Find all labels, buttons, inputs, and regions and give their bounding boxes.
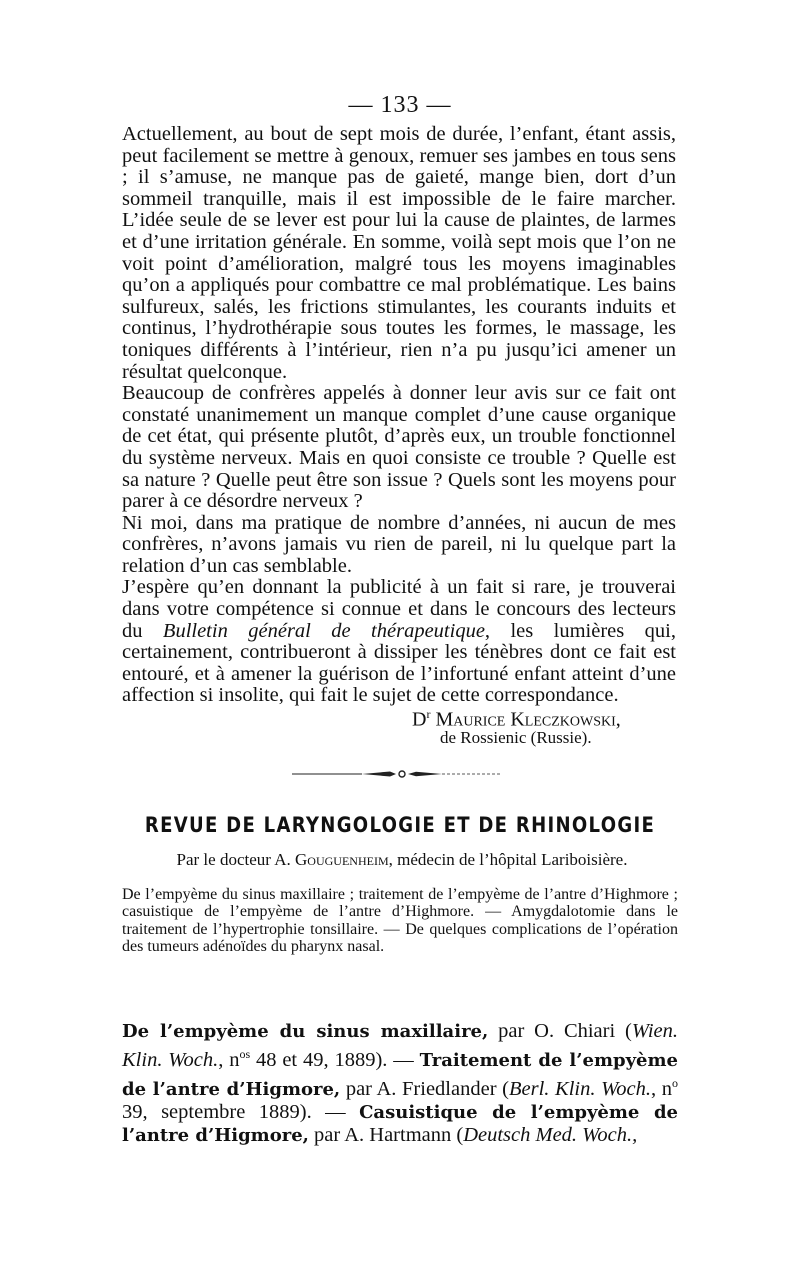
signature-place: de Rossienic (Russie).: [440, 728, 592, 747]
biblio-num-2-sup: o: [672, 1075, 679, 1090]
journal-title: Bulletin général de thérapeutique: [162, 619, 485, 642]
paragraph-4-start: J’espère qu’en donnant la publicité à un fait si rare, je trouverai dans votre compétence si connue et dans le concours des lecteurs du: [122, 576, 676, 642]
paragraph-3: Ni moi, dans ma pratique de nombre d’années, ni aucun de mes confrères, n’avons jamais vu rien de pareil, ni lu quelque part la relation d’un cas semblable.: [122, 511, 676, 577]
biblio-title-2: Traitement de l’empyème de l’antre d’Higmore,: [122, 1049, 679, 1100]
biblio-author-3: par A. Hartmann (: [308, 1123, 464, 1146]
biblio-author-1: par O. Chiari (: [488, 1020, 632, 1042]
signature-title-sup: r: [426, 707, 431, 721]
page-number: — 133 —: [348, 92, 452, 118]
letter-body: [122, 124, 676, 707]
bibliography-paragraph: [122, 1020, 678, 1147]
paragraph-4: [122, 577, 676, 707]
paragraph-2: Beaucoup de confrères appelés à donner leur avis sur ce fait ont constaté unanimement un manque complet d’une cause organique de cet état, qui présente plutôt, d’après eux, un trouble fonctionnel du système nerveux. Mais en quoi consiste ce trouble ? Quelle est sa nature ? Quelle peut être son issue ? Quels sont les moyens pour parer à ce désordre nerveux ?: [122, 382, 676, 513]
signature-title: D: [412, 708, 427, 731]
biblio-date-2: 39, septembre 1889). —: [122, 1100, 360, 1123]
biblio-title-3: Casuistique de l’empyème de l’antre d’Higmore,: [122, 1101, 678, 1146]
section-summary: De l’empyème du sinus maxillaire ; traitement de l’empyème de l’antre d’Highmore ; casuistique de l’empyème de l’antre d’Highmore. — Amygdalotomie dans le traitement de l’hypertrophie tonsillaire. — De quelques complications de l’opération des tumeurs adénoïdes du pharynx nasal.: [122, 886, 678, 956]
biblio-num-2: , n: [651, 1077, 673, 1100]
byline-prefix: Par le docteur A.: [176, 850, 296, 869]
byline-suffix: , médecin de l’hôpital Lariboisière.: [388, 850, 628, 869]
biblio-num-1: , n: [218, 1048, 240, 1071]
paragraph-4-end: , les lumières qui, certainement, contribueront à dissiper les ténèbres dont ce fait est entouré, et à amener la guérison de l’infortuné enfant atteint d’une affection si insolite, qui fait le sujet de cette correspondance.: [122, 619, 676, 707]
biblio-author-2: par A. Friedlander (: [340, 1077, 509, 1100]
paragraph-1: Actuellement, au bout de sept mois de durée, l’enfant, étant assis, peut facilement se mettre à genoux, remuer ses jambes en tous sens ; il s’amuse, ne manque pas de gaieté, mange bien, dort d’un sommeil tranquille, mais il est impossible de le faire marcher. L’idée seule de se lever est pour lui la cause de plaintes, de larmes et d’une irritation générale. En somme, voilà sept mois que l’on ne voit point d’amélioration, malgré tous les moyens imaginables qu’on a appliqués pour combattre ce mal problématique. Les bains sulfureux, salés, les frictions stimulantes, les courants induits et continus, l’hydrothérapie sous toutes les formes, le massage, les toniques différents à l’intérieur, rien n’a pu jusqu’ici amener un résultat quelconque.: [122, 123, 676, 383]
signature-author: Maurice Kleczkowski,: [430, 708, 621, 731]
section-title: REVUE DE LARYNGOLOGIE ET DE RHINOLOGIE: [144, 813, 656, 837]
biblio-journal-2: Berl. Klin. Woch.: [508, 1077, 652, 1100]
section-byline: [122, 850, 682, 870]
byline-author: Gouguenheim: [295, 850, 389, 869]
biblio-journal-1: Wien. Klin. Woch.: [122, 1020, 678, 1071]
biblio-date-1: 48 et 49, 1889). —: [250, 1048, 420, 1071]
decorative-rule: [292, 770, 502, 778]
biblio-title-1: De l’empyème du sinus maxillaire,: [122, 1021, 489, 1042]
biblio-num-1-sup: os: [239, 1047, 251, 1061]
biblio-journal-3: Deutsch Med. Woch.,: [463, 1123, 638, 1146]
